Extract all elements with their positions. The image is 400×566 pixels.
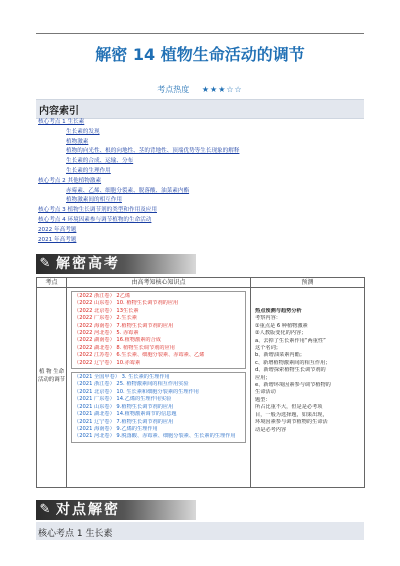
header-prediction: 预测 (251, 278, 365, 288)
prediction-line: ②人教版变化的内容； (255, 330, 307, 337)
heat-label: 考点热度 (157, 85, 190, 94)
toc-link[interactable]: 2022 年高考题 (38, 226, 77, 233)
page-title: 解密 14 植物生命活动的调节 (95, 45, 305, 64)
brush-icon: ✎ (39, 256, 51, 271)
exam-item: （2021 辽宁卷） 7.植物生长调节剂的应用 (74, 418, 174, 425)
exam-item: （2021 山东卷） 9.植物生长调节剂的应用 (74, 403, 174, 410)
prediction-line: e、新增环境因素参与调节植物的 (255, 382, 331, 389)
exam-item: （2021 广东卷） 14.乙烯的生理作用实验 (74, 396, 172, 403)
header-topic: 考点 (37, 278, 67, 288)
section-heading-bar (36, 522, 364, 540)
banner-duidian-jiemi (36, 500, 196, 520)
exam-item: （2022 江苏卷） 6.生长素、细胞分裂素、赤霉素、乙烯 (74, 352, 205, 359)
table-row (37, 288, 365, 488)
prediction-line: 题型： (255, 396, 271, 403)
toc-link[interactable]: 核心考点 4 环境因素参与调节植物的生命活动 (38, 217, 152, 223)
exam-group-2021 (71, 372, 246, 443)
prediction-line: c、新增植物激素间的相互作用； (255, 359, 331, 366)
header-knowledge: 由高考知核心知识点 (67, 278, 251, 288)
toc-link[interactable]: 赤霉素、乙烯、细胞分裂素、脱落酸、油菜素内酯 (66, 187, 190, 194)
knowledge-cell (67, 288, 251, 488)
toc-link[interactable]: 植物的向光性、根的向地性、茎的背地性、顶端优势等生长现象的解释 (66, 148, 240, 155)
toc-link[interactable]: 核心考点 3 植物生长调节剂的类型和作用及应用 (38, 207, 157, 214)
prediction-line: 环境因素参与调节植物的生命活 (255, 419, 328, 426)
prediction-line: 这个名词； (255, 345, 281, 352)
exam-item: （2022 山东卷） 10. 植物生长调节剂的应用 (74, 300, 179, 307)
exam-item: （2022 河北卷） 5. 赤霉素 (74, 330, 139, 337)
prediction-line: 考察内容： (255, 315, 281, 322)
prediction-line: 所占比重不大，但是是必考项 (255, 404, 323, 411)
prediction-line: 应用； (255, 374, 271, 381)
index-heading-band (36, 99, 364, 119)
exam-item: （2021 湖北卷） 14.植物激素调节的信息题 (74, 411, 177, 418)
section-heading: 核心考点 1 生长素 (38, 529, 113, 539)
banner-title: 解密高考 (56, 256, 120, 272)
exam-item: （2022 广东卷） 2.生长素 (74, 315, 137, 322)
exam-item: （2022 海南卷） 7.植物生长调节剂的应用 (74, 322, 174, 329)
exam-analysis-table (36, 277, 365, 488)
exam-item: （2022 湖南卷） 16.植物激素的合成 (74, 337, 161, 344)
toc-link[interactable]: 生长素的发现 (66, 128, 100, 135)
toc-link[interactable]: 核心考点 1 生长素 (38, 119, 85, 125)
banner-jiemi-gaokao (36, 254, 196, 274)
topic-cell: 植 物 生命活动的调节 (37, 288, 67, 488)
index-heading: 内容索引 (39, 106, 79, 117)
prediction-line: b、新增油菜素内酯； (255, 352, 305, 359)
exam-item: （2022 浙江卷） 2乙烯 (74, 293, 131, 299)
toc-link[interactable]: 2021 年高考题 (38, 236, 77, 243)
brush-icon: ✎ (39, 502, 51, 517)
exam-item: （2021 北京卷） 10. 生长素和细胞分裂素的生理作用 (74, 388, 199, 395)
prediction-line: ①重点是 6 种植物激素 (255, 322, 308, 329)
prediction-cell (251, 288, 365, 488)
exam-item: （2022 北京卷） 13生长素 (74, 307, 139, 314)
prediction-line: 生命活动 (255, 389, 276, 396)
banner-title: 对点解密 (56, 502, 120, 518)
exam-item: （2021 浙江卷） 25. 植物激素间的相互作用实验 (74, 381, 189, 388)
toc-link[interactable]: 核心考点 2 其他植物激素 (38, 177, 102, 184)
exam-item: （2021 海南卷） 9.乙烯的生理作用 (74, 425, 158, 432)
exam-item: （2022 湖北卷） 8. 植物生长调节剂的应用 (74, 344, 175, 351)
exam-item: （2021 河北卷） 9.脱落酸、赤霉素、细胞分裂素、生长素的生理作用 (74, 433, 236, 440)
star-rating-icon: ★★★☆☆ (201, 85, 243, 94)
prediction-line: a、去掉了生长素作用“两重性” (255, 337, 326, 344)
prediction-line: d、新增探索植物生长调节剂的 (255, 367, 326, 374)
prediction-line: 动是必考内容 (255, 426, 287, 433)
header-rule (36, 33, 364, 34)
prediction-line: 热点预测与趋势分析 (255, 308, 302, 314)
exam-item: （2022 辽宁卷） 10.赤霉素 (74, 359, 141, 366)
toc-link[interactable]: 植物激素间的相互作用 (66, 197, 122, 204)
heat-rating (0, 84, 400, 95)
exam-group-2022 (71, 291, 246, 369)
table-header-row (37, 278, 365, 288)
exam-item: （2021 全国甲卷） 3. 生长素的生理作用 (74, 374, 170, 381)
toc-link[interactable]: 植物激素 (66, 138, 89, 145)
toc-link[interactable]: 生长素的合成、运输、分布 (66, 158, 134, 165)
toc-link[interactable]: 生长素的生理作用 (66, 168, 111, 174)
prediction-line: 目，一般为选择题，如果出现， (255, 411, 328, 418)
